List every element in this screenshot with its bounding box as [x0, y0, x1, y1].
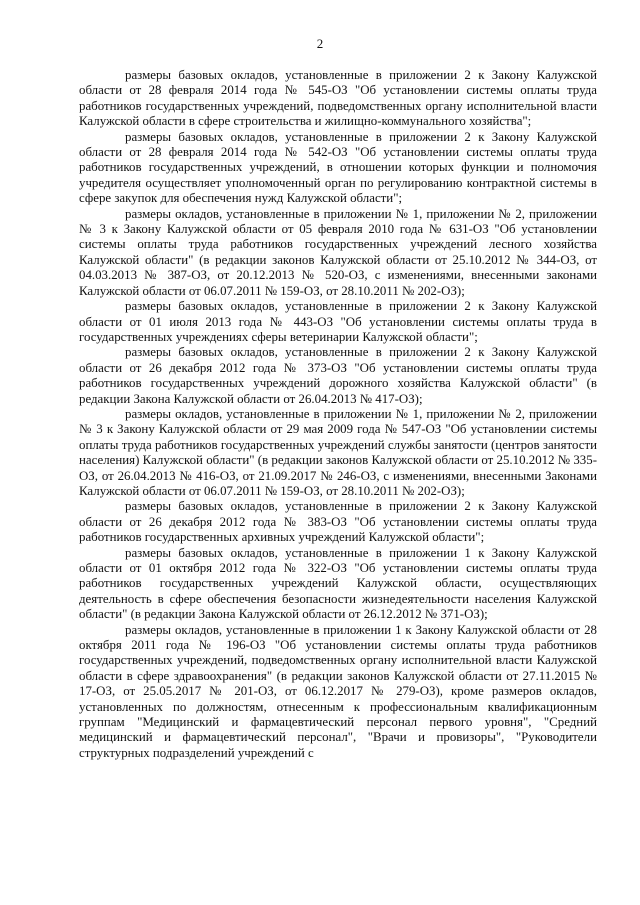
paragraph-salary-safety: размеры базовых окладов, установленные в приложении 1 к Закону Калужской области от 01 октября 2012 года № 322-ОЗ "Об установлении системы оплаты труда работников государственных учреждений Калужской области, осуществляющих деятельность в сфере обеспечения безопасности жизнедеятельности населения Калужской области" (в редакции Закона Калужской области от 26.12.2012 № 371-ОЗ); [79, 545, 597, 622]
document-body [79, 68, 597, 761]
paragraph-salary-roads: размеры базовых окладов, установленные в приложении 2 к Закону Калужской области от 26 декабря 2012 года № 373-ОЗ "Об установлении системы оплаты труда работников государственных учреждений дорожного хозяйства Калужской области" (в редакции Закона Калужской области от 26.04.2013 № 417-ОЗ); [79, 345, 597, 406]
paragraph-salary-procurement: размеры базовых окладов, установленные в приложении 2 к Закону Калужской области от 28 февраля 2014 года № 542-ОЗ "Об установлении системы оплаты труда работников государственных учреждений, в отношении которых функции и полномочия учредителя осуществляет уполномоченный орган по регулированию контрактной системы в сфере закупок для обеспечения нужд Калужской области"; [79, 129, 597, 206]
paragraph-salary-healthcare: размеры окладов, установленные в приложении 1 к Закону Калужской области от 28 октября 2011 года № 196-ОЗ "Об установлении системы оплаты труда работников государственных учреждений, подведомственных органу исполнительной власти Калужской области в сфере здравоохранения" (в редакции законов Калужской области от 27.11.2015 № 17-ОЗ, от 25.05.2017 № 201-ОЗ, от 06.12.2017 № 279-ОЗ), кроме размеров окладов, установленных по должностям, отнесенным к профессиональным квалификационным группам "Медицинский и фармацевтический персонал первого уровня", "Средний медицинский и фармацевтический персонал", "Врачи и провизоры", "Руководители структурных подразделений учреждений с [79, 622, 597, 760]
paragraph-salary-construction: размеры базовых окладов, установленные в приложении 2 к Закону Калужской области от 28 февраля 2014 года № 545-ОЗ "Об установлении системы оплаты труда работников государственных учреждений, подведомственных органу исполнительной власти Калужской области в сфере строительства и жилищно-коммунального хозяйства"; [79, 68, 597, 129]
paragraph-salary-archives: размеры базовых окладов, установленные в приложении 2 к Закону Калужской области от 26 декабря 2012 года № 383-ОЗ "Об установлении системы оплаты труда работников государственных архивных учреждений Калужской области"; [79, 499, 597, 545]
paragraph-salary-veterinary: размеры базовых окладов, установленные в приложении 2 к Закону Калужской области от 01 июля 2013 года № 443-ОЗ "Об установлении системы оплаты труда в государственных учреждениях сферы ветеринарии Калужской области"; [79, 299, 597, 344]
page-number: 2 [316, 36, 324, 51]
paragraph-salary-employment-service: размеры окладов, установленные в приложении № 1, приложении № 2, приложении № 3 к Закону Калужской области от 29 мая 2009 года № 547-ОЗ "Об установлении системы оплаты труда работников государственных учреждений службы занятости (центров занятости населения) Калужской области" (в редакции законов Калужской области от 25.10.2012 № 335-ОЗ, от 26.04.2013 № 416-ОЗ, от 21.09.2017 № 246-ОЗ, с изменениями, внесенными Законами Калужской области от 06.07.2011 № 159-ОЗ, от 28.10.2011 № 202-ОЗ); [79, 406, 597, 498]
paragraph-salary-forestry: размеры окладов, установленные в приложении № 1, приложении № 2, приложении № 3 к Закону Калужской области от 05 февраля 2010 года № 631-ОЗ "Об установлении системы оплаты труда работников государственных учреждений лесного хозяйства Калужской области" (в редакции законов Калужской области от 25.10.2012 № 344-ОЗ, от 04.03.2013 № 387-ОЗ, от 20.12.2013 № 520-ОЗ, с изменениями, внесенными законами Калужской области от 06.07.2011 № 159-ОЗ, от 28.10.2011 № 202-ОЗ); [79, 206, 597, 298]
